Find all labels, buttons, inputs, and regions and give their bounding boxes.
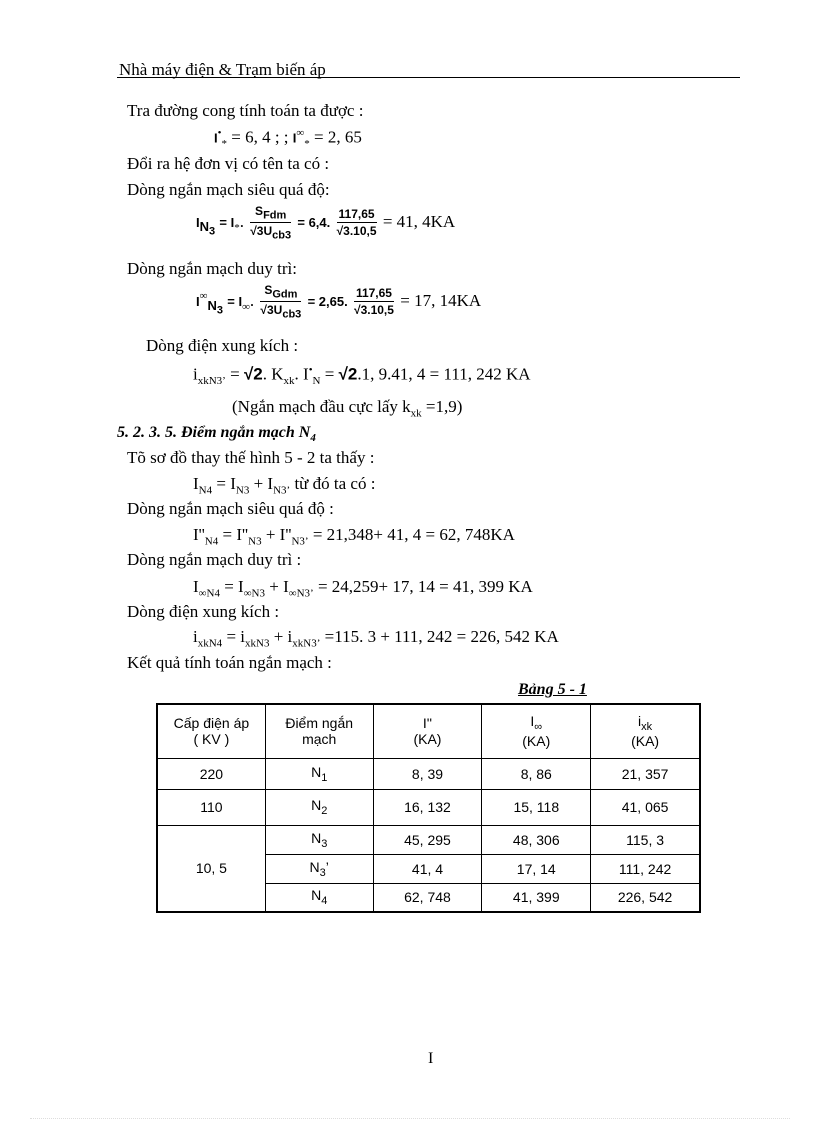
table-row <box>157 789 700 825</box>
text-line: Dòng điện xung kích : <box>127 602 280 621</box>
cell-i2: 8, 86 <box>482 758 591 789</box>
formula-line: $I''_{N4} = I''_{N3} + I''_{N3’} = 21,348+ 41$, 4 = 62, 748KA <box>193 525 515 548</box>
cell-i1: 8, 39 <box>373 758 482 789</box>
text-line: Kết quả tính toán ngắn mạch : <box>127 653 332 672</box>
cell-i2: 41, 399 <box>482 883 591 912</box>
table-header-row <box>157 704 700 758</box>
page-bottom-border <box>30 1118 790 1119</box>
text-line: Dòng ngắn mạch duy trì : <box>127 550 302 569</box>
cell-i2: 48, 306 <box>482 825 591 854</box>
header-rule <box>117 77 740 78</box>
text-line: Đổi ra hệ đơn vị có tên ta có : <box>127 154 330 173</box>
cell-point: $N_3$’ <box>265 854 373 883</box>
header-voltage: Cấp điện áp ( KV ) <box>157 704 265 758</box>
page-number: I <box>428 1050 434 1067</box>
cell-ixk: 226, 542 <box>591 883 700 912</box>
formula-line: $i_{xkN3’} = √2$. $K_{xk}$. $I^•_N = √2.1$, 9.41, 4 = 111, 242 KA <box>193 364 531 388</box>
cell-i1: 41, 4 <box>373 854 482 883</box>
formula-line: $I^•_* = 6$, 4 ; ; $I^\infty_* = 2$, 65 <box>214 127 362 151</box>
formula-line: $I^\infty_{N_3} = I_\infty$. $\frac{S_{Gdm}}{√3U_{cb3}}$ = 2,65. $\frac{117,65}{√3.10,5}$ = 17, 14KA <box>196 283 482 321</box>
header-i-steady: $I_\infty$ (KA) <box>482 704 591 758</box>
text-line: Tra đường cong tính toán ta được : <box>127 101 364 120</box>
cell-i1: 62, 748 <box>373 883 482 912</box>
text-line: Dòng điện xung kích : <box>146 336 299 355</box>
cell-voltage: 220 <box>157 758 265 789</box>
cell-ixk: 115, 3 <box>591 825 700 854</box>
table-caption: Bảng 5 - 1 <box>518 681 587 698</box>
cell-i1: 16, 132 <box>373 789 482 825</box>
cell-voltage: 110 <box>157 789 265 825</box>
page-header-title: Nhà máy điện & Trạm biến áp <box>119 60 326 79</box>
text-line: Dòng ngắn mạch duy trì: <box>127 259 297 278</box>
cell-ixk: 111, 242 <box>591 854 700 883</box>
header-point: Điểm ngắn mạch <box>265 704 373 758</box>
cell-voltage: 10, 5 <box>157 825 265 912</box>
cell-point: $N_3$ <box>265 825 373 854</box>
formula-line: $I_{N4} = I_{N3} + I_{N3’}$ từ đó ta có : <box>193 474 376 497</box>
cell-point: $N_4$ <box>265 883 373 912</box>
table-row <box>157 825 700 854</box>
text-line: Dòng ngắn mạch siêu quá độ: <box>127 180 330 199</box>
cell-i1: 45, 295 <box>373 825 482 854</box>
text-line: (Ngắn mạch đầu cực lấy $k_{xk} =1,9$) <box>232 397 463 420</box>
cell-ixk: 21, 357 <box>591 758 700 789</box>
cell-point: $N_1$ <box>265 758 373 789</box>
table-row <box>157 758 700 789</box>
formula-line: $I_{\infty N4} = I_{\infty N3} + I_{\infty N3’} = 24,259+ 17$, 14 = 41, 399 KA <box>193 577 533 600</box>
section-heading: 5. 2. 3. 5. Điểm ngắn mạch $N_4$ <box>117 424 316 445</box>
formula-line: $I_{N_3} = I_*$. $\frac{S_{Fdm}}{√3U_{cb3}}$ = 6,4. $\frac{117,65}{√3.10,5}$ = 41, 4KA <box>196 204 456 242</box>
text-line: Dòng ngắn mạch siêu quá độ : <box>127 499 334 518</box>
cell-i2: 17, 14 <box>482 854 591 883</box>
header-i-impulse: $i_{xk}$ (KA) <box>591 704 700 758</box>
cell-point: $N_2$ <box>265 789 373 825</box>
header-i-subtransient: I'' (KA) <box>373 704 482 758</box>
results-table <box>156 703 701 913</box>
cell-i2: 15, 118 <box>482 789 591 825</box>
formula-line: $i_{xkN4} = i_{xkN3} + i_{xkN3’} =115$. 3 + 111, 242 = 226, 542 KA <box>193 627 559 650</box>
text-line: Tõ sơ đồ thay thế hình 5 - 2 ta thấy : <box>127 448 375 467</box>
cell-ixk: 41, 065 <box>591 789 700 825</box>
